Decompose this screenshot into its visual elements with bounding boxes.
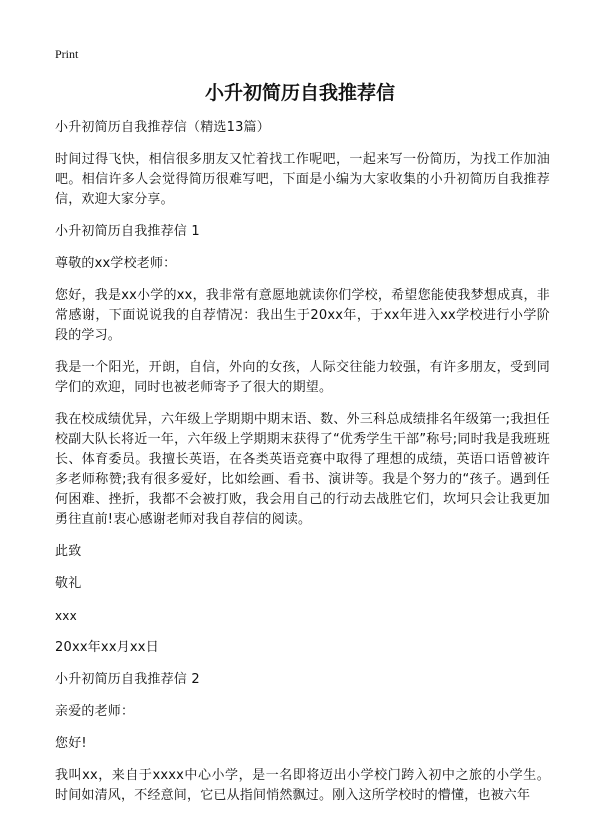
letter1-paragraph-1: 您好，我是xx小学的xx，我非常有意愿地就读你们学校，希望您能使我梦想成真，非常感谢，下面说说我的自荐情况：我出生于20xx年，于xx年进入xx学校进行小学阶段的学习。 bbox=[55, 288, 550, 343]
section-heading-1: 小升初简历自我推荐信 1 bbox=[55, 224, 200, 239]
print-label: Print bbox=[55, 47, 79, 61]
salutation-2: 亲爱的老师： bbox=[55, 704, 135, 719]
date: 20xx年xx月xx日 bbox=[55, 640, 159, 655]
salutation-1: 尊敬的xx学校老师： bbox=[55, 256, 177, 271]
intro-paragraph: 时间过得飞快，相信很多朋友又忙着找工作呢吧，一起来写一份简历，为找工作加油吧。相信许多人会觉得简历很难写吧，下面是小编为大家收集的小升初简历自我推荐信，欢迎大家分享。 bbox=[55, 152, 550, 207]
closing-2: 敬礼 bbox=[55, 576, 82, 591]
section-heading-2: 小升初简历自我推荐信 2 bbox=[55, 672, 200, 687]
letter1-paragraph-2: 我是一个阳光，开朗，自信，外向的女孩，人际交往能力较强，有许多朋友，受到同学们的欢迎，同时也被老师寄予了很大的期望。 bbox=[55, 360, 550, 395]
closing-1: 此致 bbox=[55, 544, 82, 559]
letter1-paragraph-3: 我在校成绩优异，六年级上学期期中期末语、数、外三科总成绩排名年级第一;我担任校副大队长将近一年，六年级上学期期末获得了“优秀学生干部”称号;同时我是我班班长、体育委员。我擅长英语，在各类英语竞赛中取得了理想的成绩，英语口语曾被许多老师称赞;我有很多爱好，比如绘画、看书、演讲等。我是个努力的“孩子。遇到任何困难、挫折，我都不会被打败，我会用自己的行动去战胜它们，坎坷只会让我更加勇往直前!衷心感谢老师对我自荐信的阅读。 bbox=[55, 412, 550, 527]
letter2-paragraph-1: 我叫xx，来自于xxxx中心小学，是一名即将迈出小学校门跨入初中之旅的小学生。时间如清风，不经意间，它已从指间悄然飘过。刚入这所学校时的懵懂，也被六年 bbox=[55, 768, 550, 803]
signature: xxx bbox=[55, 609, 77, 623]
document-body bbox=[55, 118, 550, 818]
subtitle: 小升初简历自我推荐信（精选13篇） bbox=[55, 120, 270, 135]
greeting-2: 您好! bbox=[55, 736, 87, 751]
document-title: 小升初简历自我推荐信 bbox=[204, 82, 395, 104]
